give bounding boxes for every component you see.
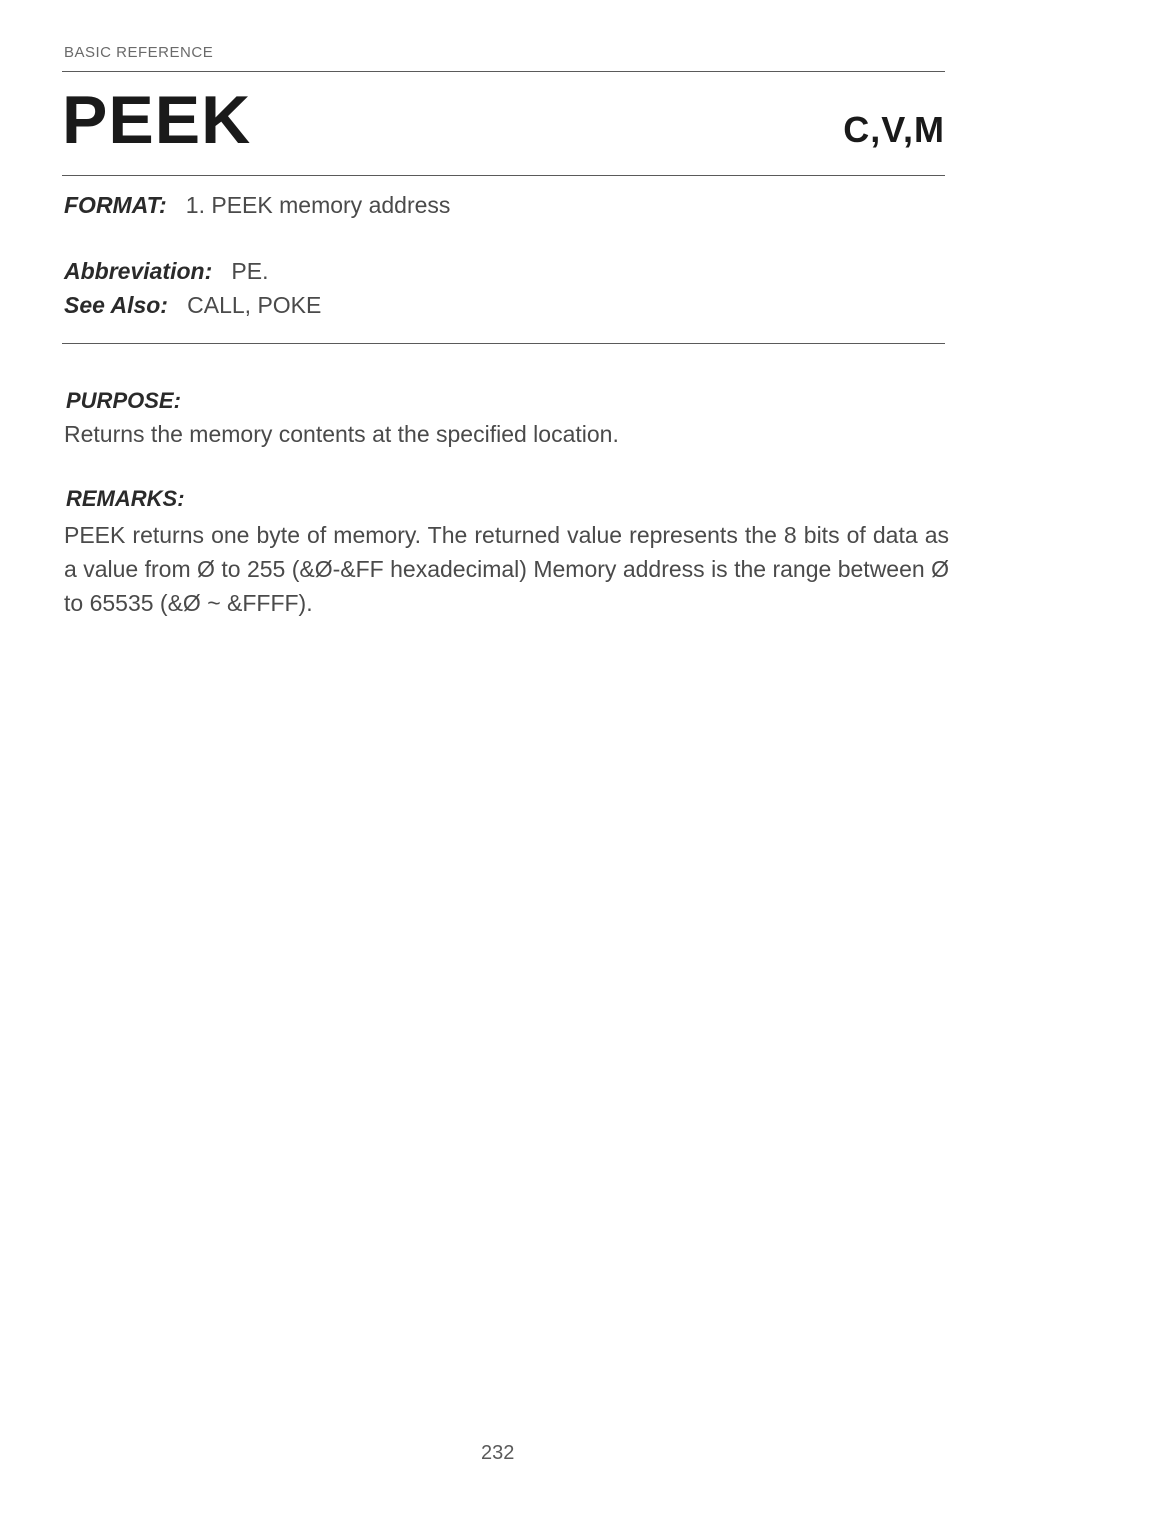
abbreviation-line [64, 260, 268, 283]
remarks-text: PEEK returns one byte of memory. The returned value represents the 8 bits of data as a value from Ø to 255 (&Ø-&FF hexadecimal) Memory address is the range between Ø to 65535 (&Ø ~ &FFFF). [64, 522, 949, 616]
page-number: 232 [481, 1442, 515, 1464]
format-line [64, 194, 450, 217]
title-rule [62, 175, 945, 176]
see-also-line [64, 294, 321, 317]
abbreviation-label: Abbreviation: [64, 258, 213, 284]
remarks-heading: REMARKS: [66, 486, 185, 511]
page-title: PEEK [62, 82, 252, 158]
model-codes: C,V,M [843, 109, 945, 150]
top-rule [62, 71, 945, 72]
see-also-label: See Also: [64, 292, 168, 318]
see-also-value: CALL, POKE [187, 292, 322, 318]
purpose-text: Returns the memory contents at the specified location. [64, 421, 619, 447]
abbreviation-value: PE. [231, 258, 269, 284]
purpose-heading: PURPOSE: [66, 388, 181, 413]
section-rule [62, 343, 945, 344]
format-value: 1. PEEK memory address [185, 192, 451, 218]
running-head: BASIC REFERENCE [64, 44, 214, 61]
format-label: FORMAT: [64, 192, 167, 218]
